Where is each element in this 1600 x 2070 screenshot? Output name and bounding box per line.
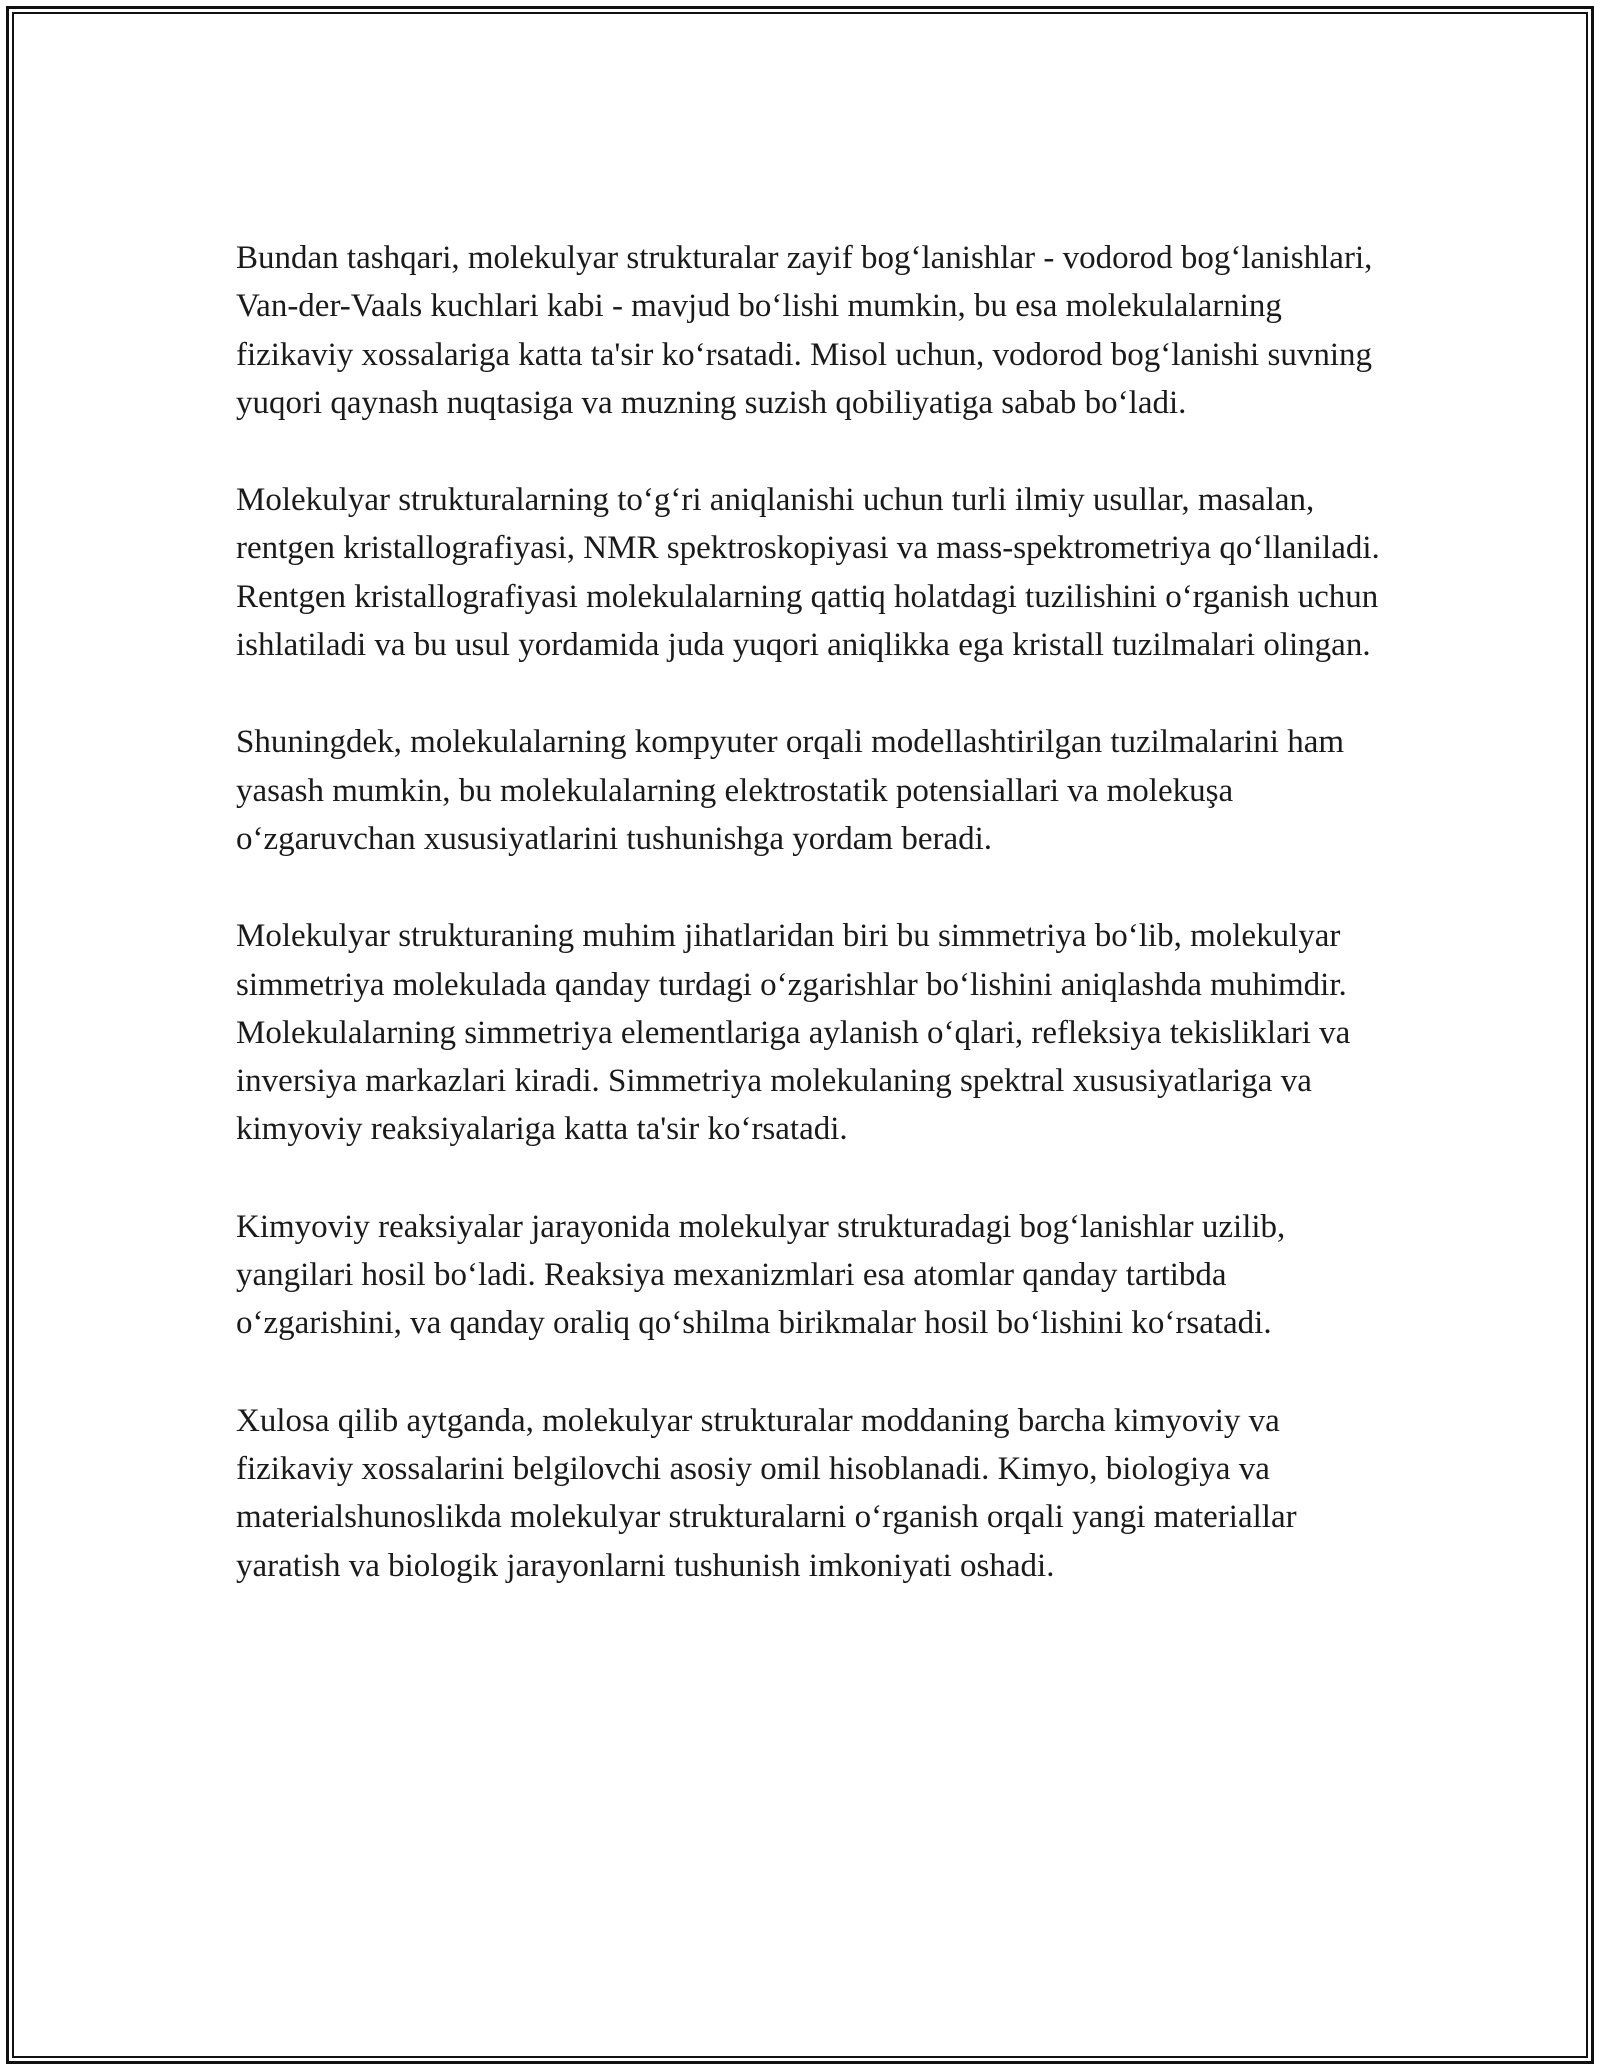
paragraph-conclusion: Xulosa qilib aytganda, molekulyar strukturalar moddaning barcha kimyoviy va fizikaviy xossalarini belgilovchi asosiy omil hisoblanadi. Kimyo, biologiya va materialshunoslikda molekulyar strukturalarni o‘rganish orqali yangi materiallar yaratish va biologik jarayonlarni tushunish imkoniyati oshadi. [236,1402,1297,1584]
document-body [236,234,1386,1639]
paragraph-methods: Molekulyar strukturalarning to‘g‘ri aniqlanishi uchun turli ilmiy usullar, masalan, rentgen kristallografiyasi, NMR spektroskopiyasi va mass-spektrometriya qo‘llaniladi. Rentgen kristallografiyasi molekulalarning qattiq holatdagi tuzilishini o‘rganish uchun ishlatiladi va bu usul yordamida juda yuqori aniqlikka ega kristall tuzilmalari olingan. [236,482,1380,664]
paragraph-computer-modeling: Shuningdek, molekulalarning kompyuter orqali modellashtirilgan tuzilmalarini ham yasash mumkin, bu molekulalarning elektrostatik potensiallari va molekuşa o‘zgaruvchan xususiyatlarini tushunishga yordam beradi. [236,724,1345,857]
paragraph-reactions: Kimyoviy reaksiyalar jarayonida molekulyar strukturadagi bog‘lanishlar uzilib, yangilari hosil bo‘ladi. Reaksiya mexanizmlari esa atomlar qanday tartibda o‘zgarishini, va qanday oraliq qo‘shilma birikmalar hosil bo‘lishini ko‘rsatadi. [236,1208,1286,1342]
paragraph-weak-bonds: Bundan tashqari, molekulyar strukturalar zayif bog‘lanishlar - vodorod bog‘lanishlari, Van-der-Vaals kuchlari kabi - mavjud bo‘lishi mumkin, bu esa molekulalarning fizikaviy xossalariga katta ta'sir ko‘rsatadi. Misol uchun, vodorod bog‘lanishi suvning yuqori qaynash nuqtasiga va muzning suzish qobiliyatiga sabab bo‘ladi. [236,240,1373,421]
paragraph-symmetry: Molekulyar strukturaning muhim jihatlaridan biri bu simmetriya bo‘lib, molekulyar simmetriya molekulada qanday turdagi o‘zgarishlar bo‘lishini aniqlashda muhimdir. Molekulalarning simmetriya elementlariga aylanish o‘qlari, refleksiya tekisliklari va inversiya markazlari kiradi. Simmetriya molekulaning spektral xususiyatlariga va kimyoviy reaksiyalariga katta ta'sir ko‘rsatadi. [236,918,1351,1148]
